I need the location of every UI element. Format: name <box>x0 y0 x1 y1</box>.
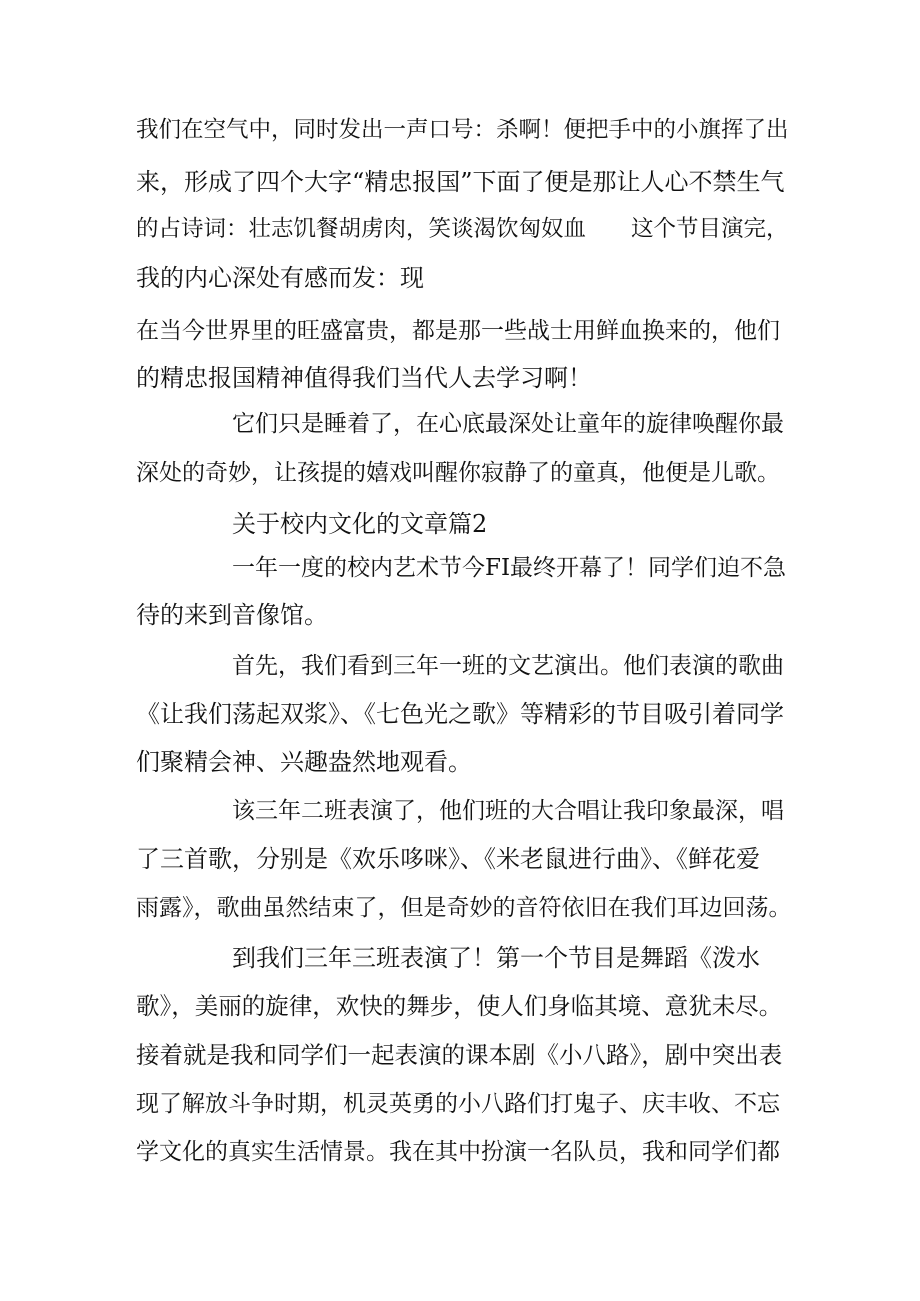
paragraph-start-line: 该三年二班表演了，他们班的大合唱让我印象最深，唱 <box>232 798 784 824</box>
text-line: 雨露》，歌曲虽然结束了，但是奇妙的音符依旧在我们耳边回荡。 <box>136 895 792 921</box>
paragraph-start-line: 到我们三年三班表演了！第一个节目是舞蹈《泼水 <box>232 944 760 972</box>
text-line: 的精忠报国精神值得我们当代人去学习啊！ <box>136 364 592 392</box>
text-line: 歌》，美丽的旋律，欢快的舞步，使人们身临其境、意犹未尽。 <box>136 992 783 1020</box>
text-line: 接着就是我和同学们一起表演的课本剧《小八路》，剧中突出表 <box>136 1041 783 1069</box>
text-line: 深处的奇妙，让孩提的嬉戏叫醒你寂静了的童真，他便是儿歌。 <box>136 460 780 486</box>
text-line: 现了解放斗争时期，机灵英勇的小八路们打鬼子、庆丰收、不忘 <box>136 1091 780 1117</box>
text-line: 了三首歌，分别是《欢乐哆咪》、《米老鼠进行曲》、《鲜花爱 <box>136 845 760 873</box>
text-line: 我的内心深处有感而发：现 <box>136 264 424 292</box>
text-line: 在当今世界里的旺盛富贵，都是那一些战士用鲜血换来的，他们 <box>136 318 780 344</box>
text-line: 《让我们荡起双浆》、《七色光之歌》等精彩的节目吸引着同学 <box>136 700 784 728</box>
paragraph-start-line: 首先，我们看到三年一班的文艺演出。他们表演的歌曲 <box>232 653 784 679</box>
paragraph-start-line: 它们只是睡着了，在心底最深处让童年的旋律唤醒你最 <box>232 411 784 437</box>
text-line: 来，形成了四个大字“精忠报国”下面了便是那让人心不禁生气 <box>136 168 785 196</box>
section-heading: 关于校内文化的文章篇2 <box>232 510 488 538</box>
paragraph-start-line: 一年一度的校内艺术节今FI最终开幕了！同学们迫不急 <box>232 555 787 581</box>
text-line: 待的来到音像馆。 <box>136 601 328 629</box>
text-line: 学文化的真实生活情景。我在其中扮演一名队员，我和同学们都 <box>136 1139 780 1165</box>
text-line: 们聚精会神、兴趣盎然地观看。 <box>136 748 472 776</box>
text-line: 我们在空气中，同时发出一声口号：杀啊！便把手中的小旗挥了出 <box>136 117 789 143</box>
text-line: 的占诗词：壮志饥餐胡虏肉，笑谈渴饮匈奴血 这个节目演完， <box>136 216 789 242</box>
